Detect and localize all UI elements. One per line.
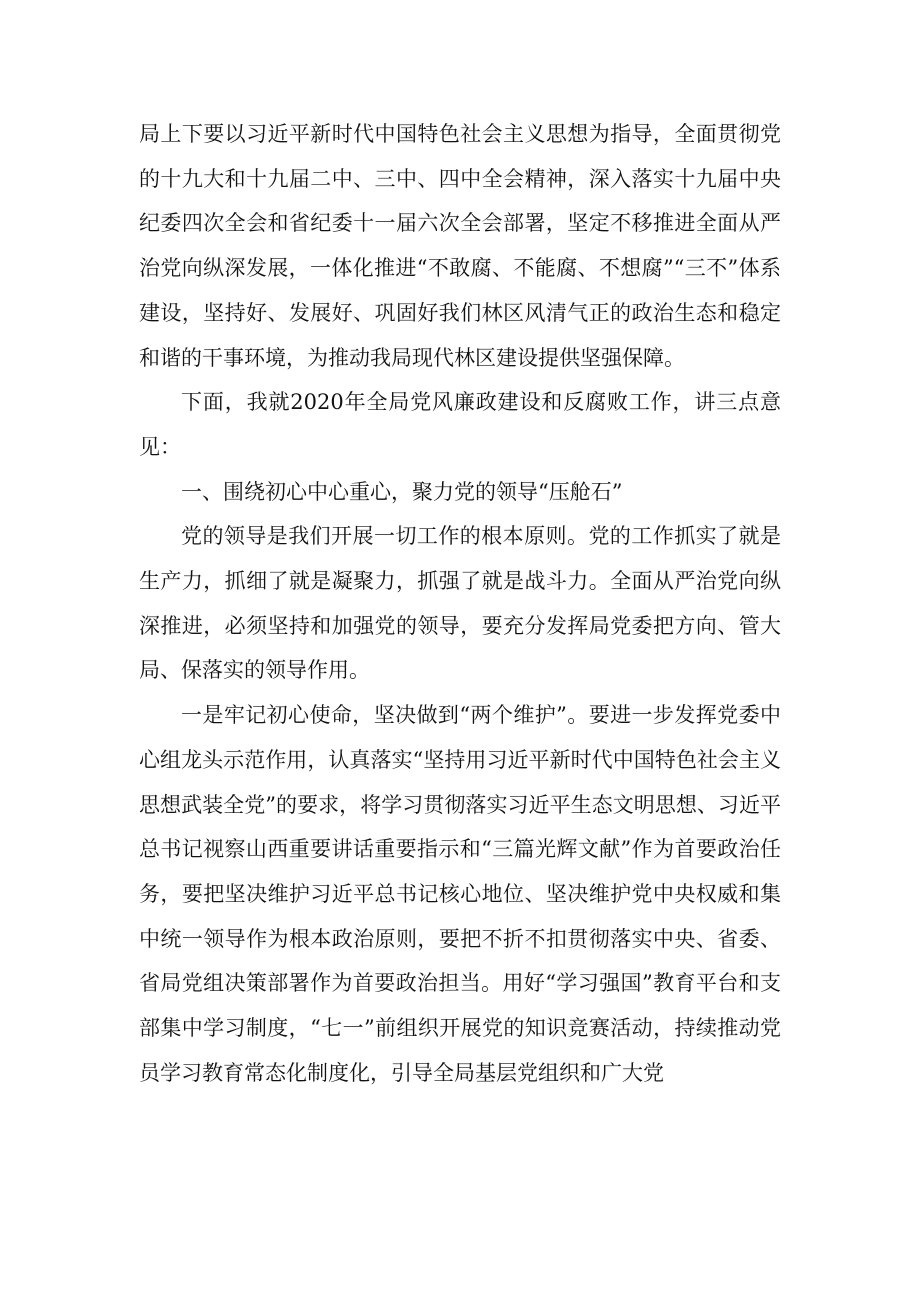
paragraph-leadership: 党的领导是我们开展一切工作的根本原则。党的工作抓实了就是生产力，抓细了就是凝聚力，抓强了就是战斗力。全面从严治党向纵深推进，必须坚持和加强党的领导，要充分发挥局党委把方向、管大局、保落实的领导作用。 [139,524,781,683]
paragraph-intro: 下面，我就2020年全局党风廉政建设和反腐败工作，讲三点意见： [139,390,781,459]
section-heading-1: 一、围绕初心中心重心，聚力党的领导“压舱石” [181,479,623,504]
paragraph-continuation: 局上下要以习近平新时代中国特色社会主义思想为指导，全面贯彻党的十九大和十九届二中、三中、四中全会精神，深入落实十九届中央纪委四次全会和省纪委十一届六次全会部署，坚定不移推进全面从严治党向纵深发展，一体化推进“不敢腐、不能腐、不想腐”“三不”体系建设，坚持好、发展好、巩固好我们林区风清气正的政治生态和稳定和谐的干事环境，为推动我局现代林区建设提供坚强保障。 [139,122,781,370]
paragraph-point-one: 一是牢记初心使命，坚决做到“两个维护”。要进一步发挥党委中心组龙头示范作用，认真落实“坚持用习近平新时代中国特色社会主义思想武装全党”的要求，将学习贯彻落实习近平生态文明思想、习近平总书记视察山西重要讲话重要指示和“三篇光辉文献”作为首要政治任务，要把坚决维护习近平总书记核心地位、坚决维护党中央权威和集中统一领导作为根本政治原则，要把不折不扣贯彻落实中央、省委、省局党组决策部署作为首要政治担当。用好“学习强国”教育平台和支部集中学习制度，“七一”前组织开展党的知识竞赛活动，持续推动党员学习教育常态化制度化，引导全局基层党组织和广大党 [139,703,781,1085]
document-body [139,112,781,1095]
